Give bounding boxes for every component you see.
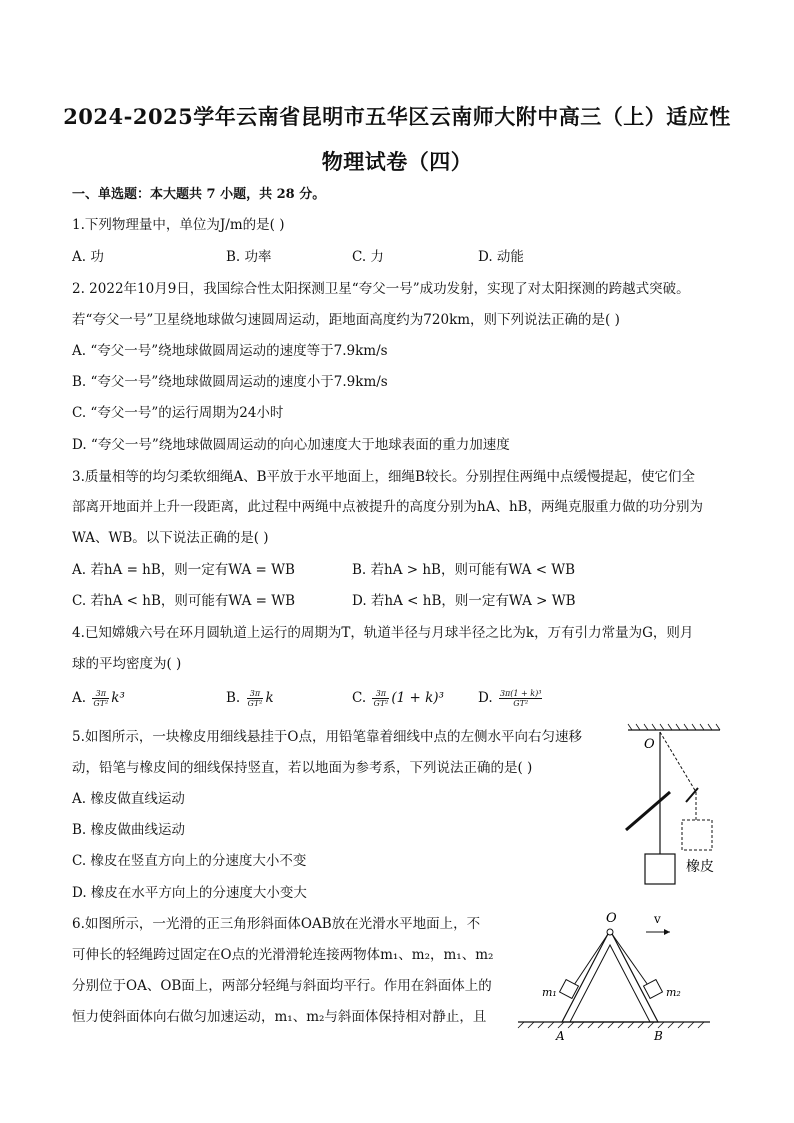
- frac-denominator: GT²: [513, 699, 529, 708]
- q3-line1: 3.质量相等的均匀柔软细绳A、B平放于水平地面上，细绳B较长。分别捏住两绳中点缓慢提起，使它们全: [72, 469, 695, 485]
- q6-incline-figure: [514, 910, 714, 1045]
- fig-label-v: v: [654, 912, 661, 926]
- q1-option-c: C. 力: [352, 249, 384, 265]
- q4-option-c-fraction: [372, 689, 389, 708]
- q4-option-c: [352, 684, 444, 712]
- q4-option-d: [478, 684, 544, 712]
- q4-option-c-label: C.: [352, 690, 367, 706]
- q4-line2: 球的平均密度为( ): [72, 656, 182, 672]
- q5-option-c: C. 橡皮在竖直方向上的分速度大小不变: [72, 853, 307, 869]
- q4-option-a-label: A.: [72, 690, 87, 706]
- eraser-dashed-box: [682, 820, 712, 850]
- fig-label-eraser: 橡皮: [686, 859, 714, 875]
- frac-denominator: GT²: [373, 699, 389, 708]
- q5-eraser-figure: [620, 722, 730, 892]
- fig-label-o: O: [606, 911, 617, 926]
- q2-option-b: B. “夸父一号”绕地球做圆周运动的速度小于7.9km/s: [72, 374, 388, 390]
- eraser-box: [645, 854, 675, 884]
- q6-line2: 可伸长的轻绳跨过固定在O点的光滑滑轮连接两物体m₁、m₂，m₁、m₂: [72, 947, 494, 963]
- paper-title-line2: 物理试卷（四）: [321, 149, 473, 174]
- frac-numerator: 3π: [247, 689, 264, 699]
- fig-label-b: B: [654, 1029, 663, 1043]
- dashed-thread: [660, 732, 696, 792]
- q2-option-d: D. “夸父一号”绕地球做圆周运动的向心加速度大于地球表面的重力加速度: [72, 437, 510, 453]
- q2-option-c: C. “夸父一号”的运行周期为24小时: [72, 405, 284, 421]
- q4-line1: 4.已知嫦娥六号在环月圆轨道上运行的周期为T，轨道半径与月球半径之比为k，万有引力常量为G，则月: [72, 625, 694, 641]
- incline-triangle: [562, 930, 658, 1022]
- q5-option-a: A. 橡皮做直线运动: [72, 791, 185, 807]
- q1-option-b: B. 功率: [226, 249, 272, 265]
- frac-denominator: GT²: [247, 699, 263, 708]
- q1-option-d: D. 动能: [478, 249, 524, 265]
- q4-option-d-label: D.: [478, 690, 493, 706]
- q4-option-b-label: B.: [226, 690, 241, 706]
- q4-option-d-fraction: [499, 689, 543, 708]
- q2-line1: 2. 2022年10月9日，我国综合性太阳探测卫星“夸父一号”成功发射，实现了对太阳探测的跨越式突破。: [72, 281, 690, 297]
- q3-line2: 部离开地面并上升一段距离，此过程中两绳中点被提升的高度分别为hA、hB，两绳克服重力做的功分别为: [72, 499, 704, 515]
- section-heading: 一、单选题：本大题共 7 小题，共 28 分。: [72, 187, 326, 202]
- q6-line1: 6.如图所示，一光滑的正三角形斜面体OAB放在光滑水平地面上，不: [72, 916, 481, 932]
- pencil-shape: [626, 792, 670, 830]
- q3-option-b: B. 若hA > hB，则可能有WA < WB: [352, 562, 576, 578]
- q2-line2: 若“夸父一号”卫星绕地球做匀速圆周运动，距地面高度约为720km，则下列说法正确的是( ): [72, 312, 620, 328]
- paper-title-line1: 2024-2025学年云南省昆明市五华区云南师大附中高三（上）适应性: [63, 104, 731, 129]
- q5-line1: 5.如图所示，一块橡皮用细线悬挂于O点，用铅笔靠着细线中点的左侧水平向右匀速移: [72, 729, 582, 745]
- q5-line2: 动，铅笔与橡皮间的细线保持竖直，若以地面为参考系，下列说法正确的是( ): [72, 760, 533, 776]
- fig-label-o: O: [644, 737, 655, 752]
- q3-option-d: D. 若hA < hB，则一定有WA > WB: [352, 593, 576, 609]
- q6-line4: 恒力使斜面体向右做匀加速运动，m₁、m₂与斜面体保持相对静止，且: [72, 1009, 487, 1025]
- frac-numerator: 3π: [372, 689, 389, 699]
- q4-option-b-fraction: [247, 689, 264, 708]
- q3-option-a: A. 若hA = hB，则一定有WA = WB: [72, 562, 295, 578]
- q5-option-d: D. 橡皮在水平方向上的分速度大小变大: [72, 885, 307, 901]
- q4-option-c-tail: (1 + k)³: [391, 690, 444, 706]
- frac-numerator: 3π(1 + k)³: [499, 689, 542, 698]
- q6-line3: 分别位于OA、OB面上，两部分轻绳与斜面均平行。作用在斜面体上的: [72, 978, 492, 994]
- fig-label-a: A: [556, 1029, 565, 1043]
- q1-option-a: A. 功: [72, 249, 104, 265]
- fig-label-m1: m₁: [542, 986, 557, 999]
- q4-option-a-tail: k³: [111, 690, 125, 706]
- q4-option-b-tail: k: [265, 690, 274, 706]
- fig-label-m2: m₂: [666, 986, 681, 999]
- q4-option-b: [226, 684, 274, 712]
- q3-line3: WA、WB。以下说法正确的是( ): [72, 530, 269, 546]
- q2-option-a: A. “夸父一号”绕地球做圆周运动的速度等于7.9km/s: [72, 343, 388, 359]
- q1-stem: 1.下列物理量中，单位为J/m的是( ): [72, 217, 285, 233]
- frac-denominator: GT²: [93, 699, 109, 708]
- q4-option-a: [72, 684, 125, 712]
- q3-option-c: C. 若hA < hB，则可能有WA = WB: [72, 593, 296, 609]
- frac-numerator: 3π: [92, 689, 109, 699]
- q4-option-a-fraction: [92, 689, 109, 708]
- q5-option-b: B. 橡皮做曲线运动: [72, 822, 186, 838]
